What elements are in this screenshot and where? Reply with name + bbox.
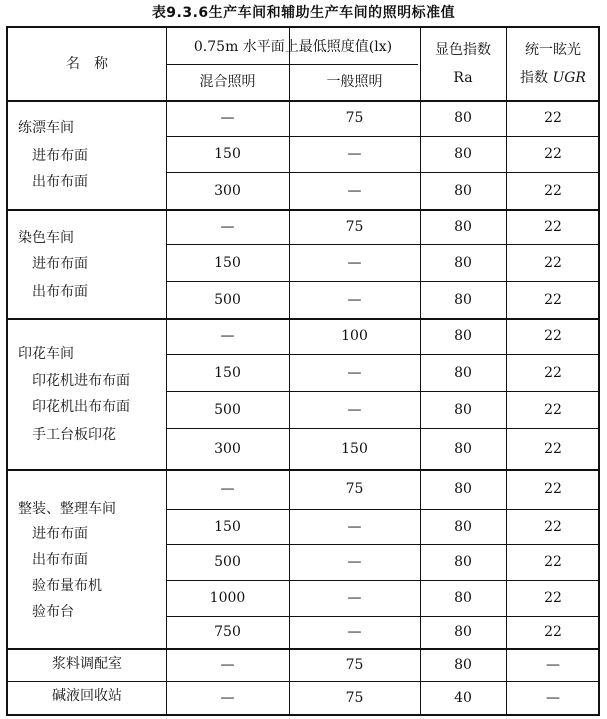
general-value: 75 xyxy=(345,657,364,673)
mixed-value: — xyxy=(220,219,235,235)
row-divider xyxy=(8,681,598,682)
ugr-value: — xyxy=(546,690,560,706)
mixed-value: 300 xyxy=(214,441,241,457)
mixed-value: 300 xyxy=(214,183,241,199)
mixed-value: — xyxy=(220,110,235,126)
cri-value: 80 xyxy=(454,590,472,606)
cri-value: 80 xyxy=(454,624,472,640)
ugr-value: 22 xyxy=(544,255,562,271)
general-value: — xyxy=(347,255,362,271)
row-divider xyxy=(166,172,598,173)
general-value: 100 xyxy=(341,328,368,344)
ugr-value: 22 xyxy=(544,328,562,344)
ugr-value: 22 xyxy=(544,146,562,162)
ugr-value: 22 xyxy=(544,402,562,418)
row-divider xyxy=(166,616,598,617)
sub-area-name: 进布布面 xyxy=(32,256,88,272)
mixed-value: — xyxy=(220,328,235,344)
cri-value: 80 xyxy=(454,402,472,418)
sub-area-name: 出布布面 xyxy=(32,174,88,190)
mixed-value: 150 xyxy=(214,255,241,271)
cri-value: 80 xyxy=(454,183,472,199)
general-value: 75 xyxy=(345,110,364,126)
general-value: 75 xyxy=(345,219,364,235)
sub-area-name: 手工台板印花 xyxy=(32,427,116,443)
general-value: — xyxy=(347,146,362,162)
general-value: — xyxy=(347,554,362,570)
general-value: — xyxy=(347,292,362,308)
ugr-value: 22 xyxy=(544,624,562,640)
ugr-value: 22 xyxy=(544,554,562,570)
mixed-value: — xyxy=(220,657,235,673)
sub-area-name: 进布布面 xyxy=(32,526,88,542)
workshop-name: 浆料调配室 xyxy=(52,656,122,672)
sub-area-name: 印花机进布布面 xyxy=(32,373,130,389)
cri-value: 80 xyxy=(454,519,472,535)
group-divider xyxy=(8,209,598,211)
cri-value: 80 xyxy=(454,219,472,235)
row-divider xyxy=(166,544,598,545)
cri-value: 80 xyxy=(454,328,472,344)
sub-area-name: 出布布面 xyxy=(32,552,88,568)
cri-value: 80 xyxy=(454,365,472,381)
cri-value: 80 xyxy=(454,110,472,126)
cri-value: 80 xyxy=(454,255,472,271)
general-value: — xyxy=(347,365,362,381)
sub-area-name: 进布布面 xyxy=(32,148,88,164)
group-divider xyxy=(8,469,598,471)
workshop-name: 整装、整理车间 xyxy=(18,501,116,517)
mixed-value: 150 xyxy=(214,365,241,381)
ugr-value: 22 xyxy=(544,590,562,606)
cri-value: 40 xyxy=(454,690,472,706)
general-value: — xyxy=(347,624,362,640)
cri-value: 80 xyxy=(454,554,472,570)
row-divider xyxy=(166,281,598,282)
cri-value: 80 xyxy=(454,441,472,457)
header-cri: 显色指数 xyxy=(435,42,491,58)
general-value: — xyxy=(347,183,362,199)
group-divider xyxy=(8,318,598,320)
row-divider xyxy=(166,391,598,392)
mixed-value: 1000 xyxy=(209,590,246,606)
cri-value: 80 xyxy=(454,481,472,497)
workshop-name: 印花车间 xyxy=(18,346,74,362)
header-illuminance: 0.75m 水平面上最低照度值(lx) xyxy=(193,39,393,55)
mixed-value: 750 xyxy=(214,624,241,640)
sub-area-name: 印花机出布布面 xyxy=(32,399,130,415)
row-divider xyxy=(166,428,598,429)
row-divider xyxy=(166,136,598,137)
lighting-standards-table xyxy=(6,26,600,716)
header-mixed-lighting: 混合照明 xyxy=(199,74,256,90)
group-divider xyxy=(8,648,598,650)
mixed-value: — xyxy=(220,690,235,706)
ugr-value: — xyxy=(546,657,560,673)
cri-value: 80 xyxy=(454,146,472,162)
cri-value: 80 xyxy=(454,657,472,673)
ugr-value: 22 xyxy=(544,519,562,535)
header-general-lighting: 一般照明 xyxy=(326,74,383,90)
header-bottom-rule xyxy=(8,100,598,102)
mixed-value: 150 xyxy=(214,519,241,535)
header-cri-symbol: Ra xyxy=(453,70,473,86)
mixed-value: — xyxy=(220,481,235,497)
general-value: — xyxy=(347,402,362,418)
workshop-name: 染色车间 xyxy=(18,230,74,246)
mixed-value: 500 xyxy=(214,402,241,418)
general-value: 75 xyxy=(345,481,364,497)
ugr-value: 22 xyxy=(544,365,562,381)
general-value: — xyxy=(347,519,362,535)
sub-area-name: 验布量布机 xyxy=(32,578,102,594)
sub-area-name: 验布台 xyxy=(32,604,74,620)
mixed-value: 500 xyxy=(214,292,241,308)
ugr-value: 22 xyxy=(544,292,562,308)
row-divider xyxy=(166,244,598,245)
table-title: 表9.3.6生产车间和辅助生产车间的照明标准值 xyxy=(151,5,456,21)
header-ugr-symbol: 指数 UGR xyxy=(520,70,586,86)
row-divider xyxy=(166,509,598,510)
mixed-value: 500 xyxy=(214,554,241,570)
header-name: 名 称 xyxy=(66,56,108,72)
cri-value: 80 xyxy=(454,292,472,308)
general-value: 150 xyxy=(341,441,368,457)
ugr-value: 22 xyxy=(544,441,562,457)
workshop-name: 练漂车间 xyxy=(18,120,74,136)
ugr-value: 22 xyxy=(544,481,562,497)
header-ugr: 统一眩光 xyxy=(525,42,581,58)
row-divider xyxy=(166,354,598,355)
ugr-value: 22 xyxy=(544,219,562,235)
ugr-value: 22 xyxy=(544,183,562,199)
header-divider xyxy=(166,64,418,65)
sub-area-name: 出布布面 xyxy=(32,284,88,300)
mixed-value: 150 xyxy=(214,146,241,162)
row-divider xyxy=(166,580,598,581)
workshop-name: 碱液回收站 xyxy=(52,688,122,704)
general-value: 75 xyxy=(345,690,364,706)
ugr-value: 22 xyxy=(544,110,562,126)
general-value: — xyxy=(347,590,362,606)
